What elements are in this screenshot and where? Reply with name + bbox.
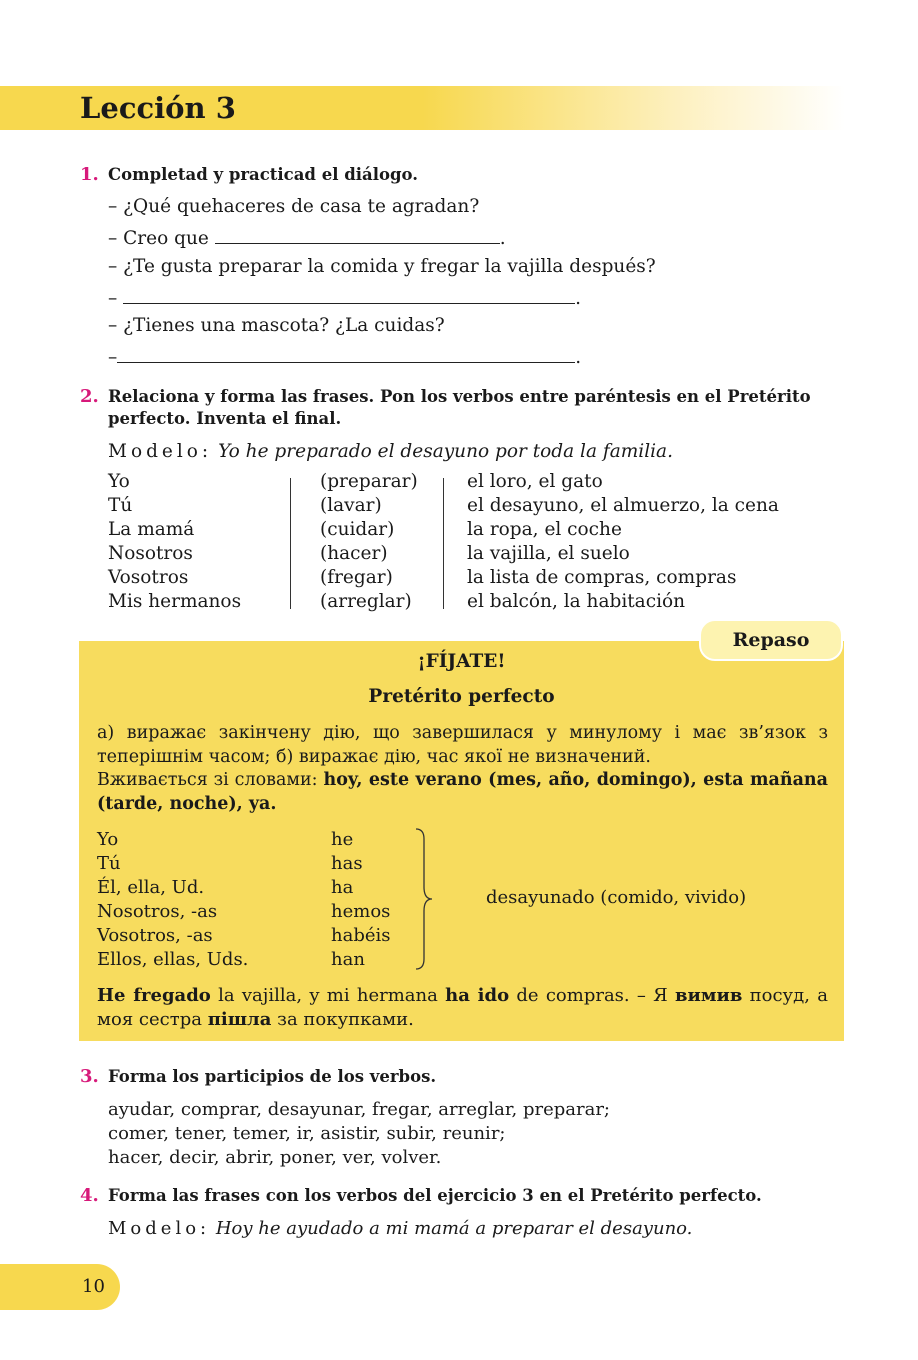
auxiliary-form: han	[331, 949, 365, 970]
subject: Yo	[108, 471, 130, 492]
model-sentence: Hoy he ayudado a mi mamá a preparar el desayuno.	[215, 1218, 693, 1239]
pronoun: Yo	[97, 829, 119, 850]
example-bold: вимив	[675, 985, 743, 1006]
participle-example: desayunado (comido, vivido)	[486, 887, 747, 908]
example-text: de compras. – Я	[516, 985, 668, 1006]
grammar-note-title: ¡FÍJATE!	[417, 651, 506, 672]
object: el desayuno, el almuerzo, la cena	[467, 495, 779, 516]
exercise-2-number: 2.	[80, 386, 99, 407]
dialog-line-5: – ¿Tienes una mascota? ¿La cuidas?	[108, 315, 445, 336]
subject: Vosotros	[108, 567, 189, 588]
dialog-line-6	[108, 344, 581, 370]
subject: Tú	[108, 495, 133, 516]
example-text: la vajilla, y mi hermana	[218, 985, 438, 1006]
pronoun: Nosotros, -as	[97, 901, 218, 922]
auxiliary-form: habéis	[331, 925, 391, 946]
auxiliary-form: hemos	[331, 901, 391, 922]
pronoun: Tú	[97, 853, 121, 874]
example-bold: пішла	[207, 1009, 272, 1030]
dialog-line-4	[108, 285, 581, 311]
object: el balcón, la habitación	[467, 591, 686, 612]
subjects-column	[108, 470, 241, 614]
pronoun: Él, ella, Ud.	[97, 877, 205, 898]
subject: Nosotros	[108, 543, 193, 564]
review-badge: Repaso	[699, 619, 843, 661]
verb: (fregar)	[320, 567, 393, 588]
exercise-3-instruction: Forma los participios de los verbos.	[108, 1067, 437, 1086]
period: .	[575, 288, 582, 309]
lesson-title: Lección 3	[80, 91, 236, 125]
verb: (lavar)	[320, 495, 382, 516]
exercise-4-model	[108, 1217, 692, 1241]
verb: (cuidar)	[320, 519, 395, 540]
auxiliary-form: he	[331, 829, 354, 850]
exercise-4-number: 4.	[80, 1185, 99, 1206]
grammar-note-subtitle: Pretérito perfecto	[368, 686, 555, 707]
exercise-2-instruction-line-1: Relaciona y forma las frases. Pon los verbos entre paréntesis en el Pretérito	[108, 387, 811, 406]
pronouns-column	[97, 828, 248, 972]
example-bold: ha ido	[445, 985, 510, 1006]
verb-list-line: ayudar, comprar, desayunar, fregar, arreglar, preparar;	[108, 1099, 610, 1120]
verb-list-line: hacer, decir, abrir, poner, ver, volver.	[108, 1147, 442, 1168]
dialog-line-4-dash: –	[108, 288, 118, 309]
exercise-4-instruction: Forma las frases con los verbos del ejercicio 3 en el Pretérito perfecto.	[108, 1186, 762, 1205]
verb: (preparar)	[320, 471, 418, 492]
example-text: за покупками.	[277, 1009, 414, 1030]
grammar-note-description: а) виражає закінчену дію, що завершилася у минулому і має зв’язок з теперішнім часом; б) виражає дію, час якої не визначений.	[97, 723, 828, 767]
dialog-line-6-dash: –	[108, 347, 118, 368]
answer-blank-2[interactable]	[123, 285, 575, 304]
verb: (arreglar)	[320, 591, 412, 612]
exercise-1-instruction: Completad y practicad el diálogo.	[108, 165, 418, 184]
pronoun: Ellos, ellas, Uds.	[97, 949, 249, 970]
auxiliary-column	[331, 828, 391, 972]
object: la lista de compras, compras	[467, 567, 737, 588]
dialog-line-3: – ¿Te gusta preparar la comida y fregar la vajilla después?	[108, 256, 656, 277]
keywords-intro: Вживається зі словами:	[97, 770, 318, 790]
answer-blank-1[interactable]	[215, 225, 500, 244]
subject: Mis hermanos	[108, 591, 242, 612]
exercise-1-number: 1.	[80, 164, 99, 185]
dialog-line-1: – ¿Qué quehaceres de casa te agradan?	[108, 196, 480, 217]
model-label: Modelo:	[108, 1218, 211, 1239]
auxiliary-form: has	[331, 853, 363, 874]
period: .	[575, 347, 582, 368]
objects-column	[467, 470, 779, 614]
dialog-line-2	[108, 225, 506, 251]
verbs-column	[320, 470, 418, 614]
column-divider	[443, 478, 444, 609]
object: el loro, el gato	[467, 471, 603, 492]
column-divider	[290, 478, 291, 609]
example-bold: He fregado	[97, 985, 211, 1006]
exercise-2-instruction-line-2: perfecto. Inventa el final.	[108, 409, 342, 428]
page-number: 10	[82, 1276, 105, 1297]
object: la ropa, el coche	[467, 519, 622, 540]
model-sentence: Yo he preparado el desayuno por toda la familia.	[218, 441, 673, 462]
verb: (hacer)	[320, 543, 388, 564]
exercise-3-number: 3.	[80, 1066, 99, 1087]
pronoun: Vosotros, -as	[97, 925, 213, 946]
exercise-2-model	[108, 440, 673, 464]
curly-brace-icon	[414, 827, 434, 971]
grammar-note-example	[97, 984, 828, 1032]
answer-blank-3[interactable]	[117, 344, 575, 363]
dialog-line-2-text: – Creo que	[108, 228, 209, 249]
period: .	[499, 228, 506, 249]
verb-list-line: comer, tener, temer, ir, asistir, subir, reunir;	[108, 1123, 506, 1144]
auxiliary-form: ha	[331, 877, 354, 898]
subject: La mamá	[108, 519, 195, 540]
model-label: Modelo:	[108, 441, 213, 462]
grammar-note-keywords	[97, 769, 828, 816]
object: la vajilla, el suelo	[467, 543, 630, 564]
example-text: посуд,	[749, 985, 810, 1006]
example-text: а моя сестра	[97, 985, 828, 1030]
keywords-list: hoy, este verano (mes, año, domingo), esta mañana (tarde, noche), ya.	[97, 770, 828, 814]
